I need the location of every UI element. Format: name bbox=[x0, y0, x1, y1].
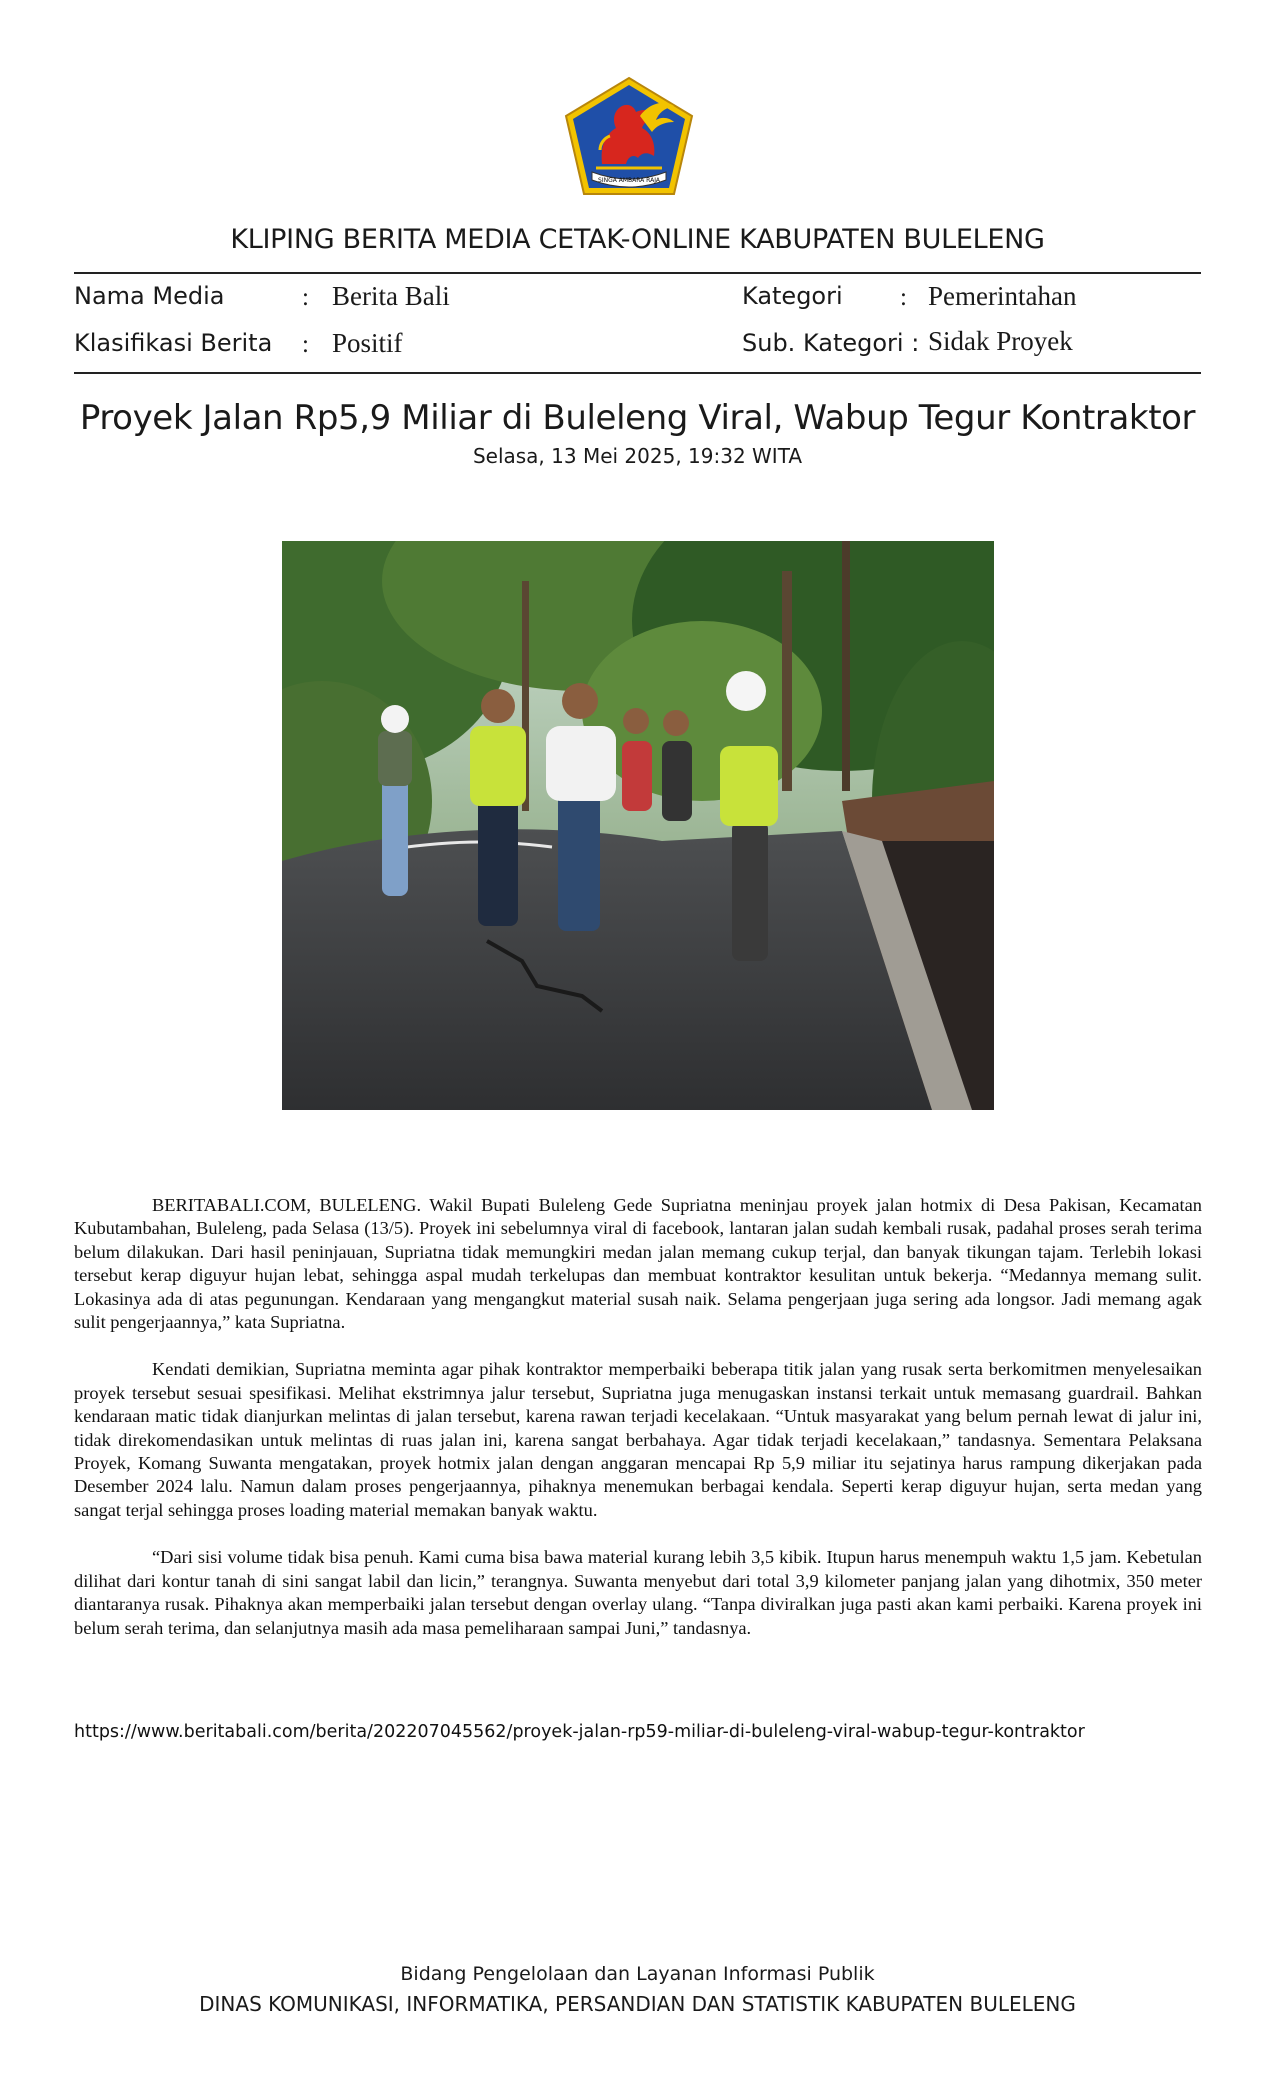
source-url-link[interactable]: https://www.beritabali.com/berita/202207045562/proyek-jalan-rp59-miliar-di-buleleng-viral-wabup-tegur-kontraktor bbox=[74, 1722, 1085, 1742]
crest-emblem bbox=[562, 76, 696, 198]
article-paragraph-1: BERITABALI.COM, BULELENG. Wakil Bupati Buleleng Gede Supriatna meninjau proyek jalan hotmix di Desa Pakisan, Kecamatan Kubutambahan, Buleleng, pada Selasa (13/5). Proyek ini sebelumnya viral di facebook, lantaran jalan sudah kembali rusak, padahal proses serah terima belum dilakukan. Dari hasil peninjauan, Supriatna tidak memungkiri medan jalan memang cukup terjal, dan banyak tikungan tajam. Terlebih lokasi tersebut kerap diguyur hujan lebat, sehingga aspal mudah terkelupas dan membuat kontraktor kesulitan untuk bekerja. “Medannya memang sulit. Lokasinya ada di atas pegunungan. Kendaraan yang mengangkut material susah naik. Selama pengerjaan juga sering ada longsor. Jadi memang agak sulit pengerjaannya,” kata Supriatna. bbox=[74, 1195, 1202, 1333]
category-colon: : bbox=[900, 284, 907, 311]
header-bottom-rule bbox=[74, 372, 1201, 374]
subcategory-value: Sidak Proyek bbox=[928, 326, 1073, 356]
article-body bbox=[74, 1194, 1202, 1664]
footer-agency-name: DINAS KOMUNIKASI, INFORMATIKA, PERSANDIAN DAN STATISTIK KABUPATEN BULELENG bbox=[199, 1992, 1076, 2016]
logo-motto: SINGA AMBARA RAJA bbox=[598, 177, 660, 184]
article-photo bbox=[282, 541, 994, 1110]
article-paragraph-2: Kendati demikian, Supriatna meminta agar pihak kontraktor memperbaiki beberapa titik jalan yang rusak serta berkomitmen menyelesaikan proyek tersebut sesuai spesifikasi. Melihat ekstrimnya jalur tersebut, Supriatna juga menugaskan instansi terkait untuk memasang guardrail. Bahkan kendaraan matic tidak dianjurkan melintas di jalan tersebut, karena rawan terjadi kecelakaan. “Untuk masyarakat yang belum pernah lewat di jalur ini, tidak direkomendasikan untuk melintas di ruas jalan ini, karena sangat berbahaya. Agar tidak terjadi kecelakaan,” tandasnya. Sementara Pelaksana Proyek, Komang Suwanta mengatakan, proyek hotmix jalan dengan anggaran mencapai Rp 5,9 miliar itu sejatinya harus rampung dikerjakan pada Desember 2024 lalu. Namun dalam proses pengerjaannya, pihaknya menemukan berbagai kendala. Seperti kerap diguyur hujan, serta medan yang sangat terjal sehingga proses loading material memakan banyak waktu. bbox=[74, 1359, 1202, 1520]
footer-division-name: Bidang Pengelolaan dan Layanan Informasi Publik bbox=[400, 1963, 875, 1985]
category-value: Pemerintahan bbox=[928, 281, 1077, 311]
article-title: Proyek Jalan Rp5,9 Miliar di Buleleng Viral, Wabup Tegur Kontraktor bbox=[79, 398, 1196, 438]
article-date: Selasa, 13 Mei 2025, 19:32 WITA bbox=[472, 444, 803, 468]
subcategory-label: Sub. Kategori : bbox=[742, 329, 920, 357]
kabupaten-buleleng-logo bbox=[562, 76, 696, 198]
news-classification-label: Klasifikasi Berita bbox=[74, 329, 273, 357]
document-header-title: KLIPING BERITA MEDIA CETAK-ONLINE KABUPATEN BULELENG bbox=[230, 224, 1045, 255]
news-classification-colon: : bbox=[302, 331, 309, 358]
media-name-colon: : bbox=[302, 284, 309, 311]
road-inspection-photo bbox=[282, 541, 994, 1110]
news-classification-value: Positif bbox=[332, 328, 403, 358]
category-label: Kategori bbox=[742, 282, 843, 310]
media-name-value: Berita Bali bbox=[332, 281, 450, 311]
header-top-rule bbox=[74, 272, 1201, 274]
article-paragraph-3: “Dari sisi volume tidak bisa penuh. Kami cuma bisa bawa material kurang lebih 3,5 kibik. Itupun harus menempuh waktu 1,5 jam. Kebetulan dilihat dari kontur tanah di sini sangat labil dan licin,” terangnya. Suwanta menyebut dari total 3,9 kilometer panjang jalan yang dihotmix, 350 meter diantaranya rusak. Pihaknya akan memperbaiki jalan tersebut dengan overlay ulang. “Tanpa diviralkan juga pasti akan kami perbaiki. Karena proyek ini belum serah terima, dan selanjutnya masih ada masa pemeliharaan sampai Juni,” tandasnya. bbox=[74, 1547, 1202, 1638]
media-name-label: Nama Media bbox=[74, 282, 225, 310]
